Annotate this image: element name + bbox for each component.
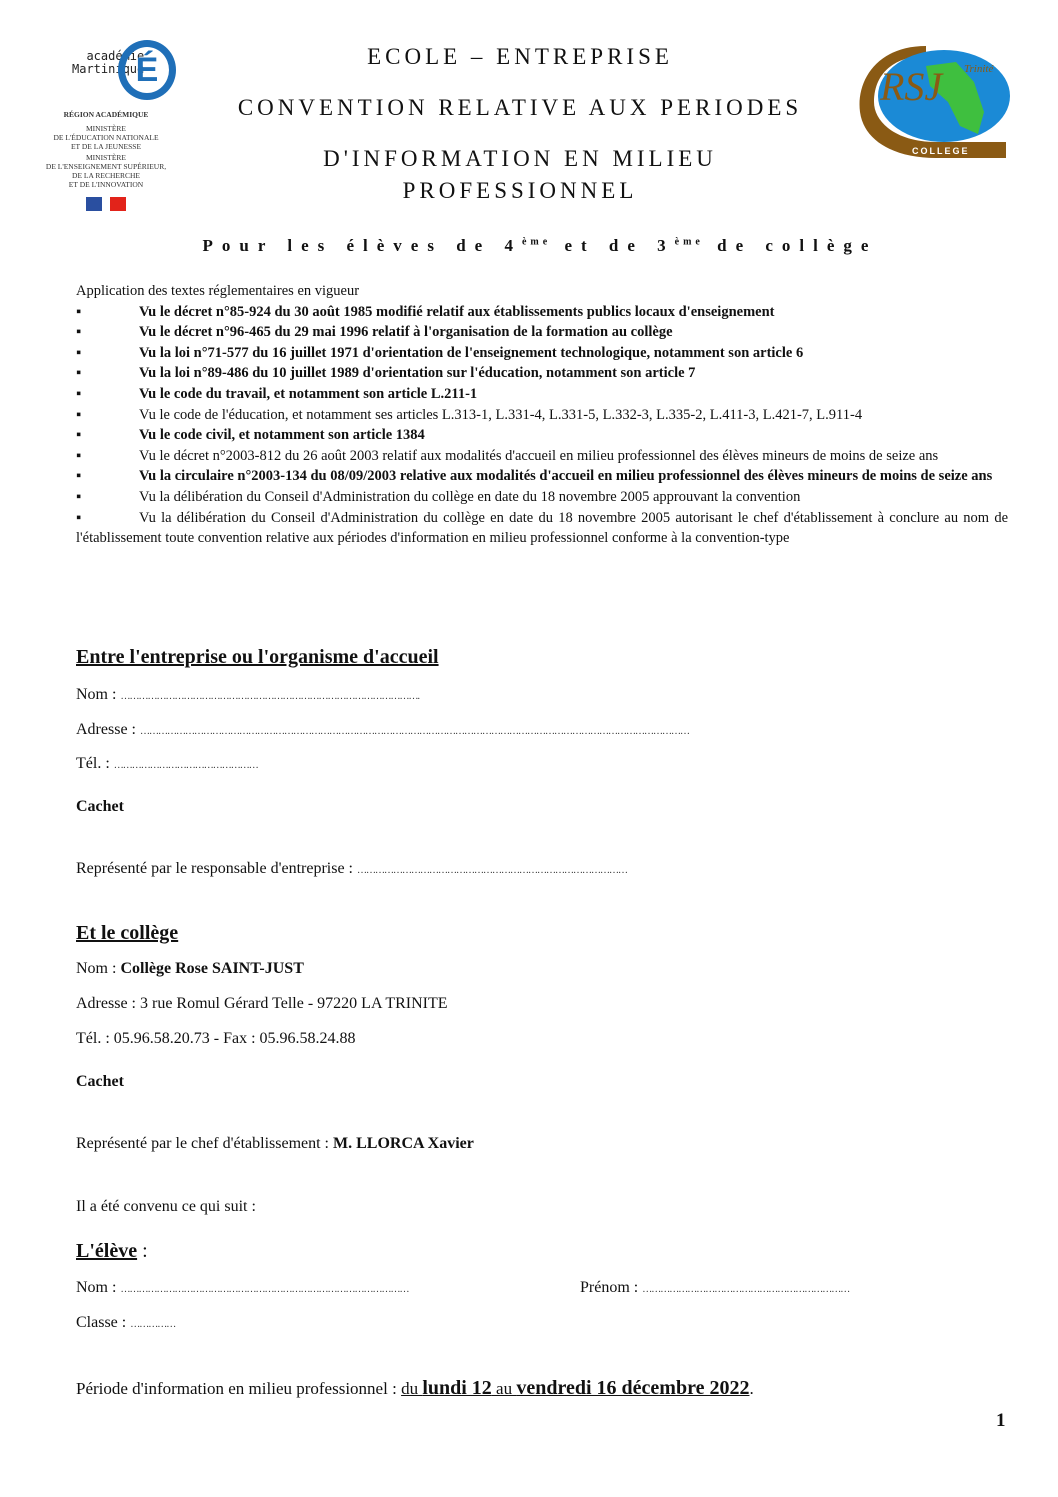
logo-text: ET DE L'INNOVATION bbox=[68, 180, 144, 189]
reference-text: Vu la loi n°89-486 du 10 juillet 1989 d'orientation sur l'éducation, notamment son article 7 bbox=[139, 365, 696, 382]
reference-text: Vu la loi n°71-577 du 16 juillet 1971 d'orientation de l'enseignement technologique, notamment son article 6 bbox=[139, 344, 804, 361]
field-label: Représenté par le responsable d'entreprise : bbox=[76, 860, 357, 877]
periode-dates bbox=[401, 1379, 749, 1398]
bullet-icon: ▪ bbox=[76, 447, 82, 464]
text: . bbox=[749, 1379, 754, 1398]
page-number: 1 bbox=[996, 1410, 1006, 1431]
entreprise-representant-field[interactable] bbox=[76, 860, 627, 878]
section-entreprise-heading: Entre l'entreprise ou l'organisme d'accueil bbox=[76, 646, 439, 668]
logo-text: DE L'ÉDUCATION NATIONALE bbox=[53, 133, 159, 142]
academie-logo bbox=[36, 38, 176, 218]
bullet-icon: ▪ bbox=[76, 365, 82, 382]
field-label: Tél. : bbox=[76, 755, 114, 772]
college-name: Collège Rose SAINT-JUST bbox=[120, 960, 304, 977]
dotted-line: …………… bbox=[130, 1319, 176, 1330]
legal-reference-item bbox=[76, 384, 1008, 405]
reference-text: Vu la délibération du Conseil d'Administration du collège en date du 18 novembre 2005 approuvant la convention bbox=[139, 488, 801, 505]
reference-text: Vu le code de l'éducation, et notamment ses articles L.313-1, L.331-4, L.331-5, L.332-3, L.335-2, L.411-3, L.421-7, L.911-4 bbox=[139, 406, 863, 423]
legal-reference-item bbox=[76, 466, 1008, 487]
text: au bbox=[491, 1379, 517, 1398]
title-line-2: CONVENTION RELATIVE AUX PERIODES bbox=[237, 95, 803, 120]
start-date: lundi 12 bbox=[422, 1377, 492, 1399]
logo-text: MINISTÈRE bbox=[86, 124, 126, 133]
logo-text: ET DE LA JEUNESSE bbox=[70, 142, 142, 151]
reference-text: Vu le décret n°2003-812 du 26 août 2003 relatif aux modalités d'accueil en milieu professionnel des élèves mineurs de moins de seize ans bbox=[139, 447, 939, 464]
bullet-icon: ▪ bbox=[76, 324, 82, 341]
reference-text: Vu la circulaire n°2003-134 du 08/09/2003 relative aux modalités d'accueil en milieu professionnel des élèves mineurs de moins de seize ans bbox=[139, 468, 993, 485]
periode-label: Période d'information en milieu professionnel : bbox=[76, 1379, 402, 1398]
subtitle bbox=[180, 236, 900, 256]
title-line-1: ECOLE – ENTREPRISE bbox=[367, 44, 673, 69]
field-label: Nom : bbox=[76, 960, 121, 977]
section-eleve-heading bbox=[76, 1240, 148, 1263]
logo-text: Trinité bbox=[964, 63, 994, 75]
subtitle-text: Pour les élèves de 4 bbox=[202, 236, 522, 255]
dotted-line: ………………………………………… bbox=[113, 760, 258, 771]
dotted-line: ……………………………………………………………………………… bbox=[357, 865, 627, 876]
dotted-line: ………………………………………………………………………………………………………………………………………………………………… bbox=[139, 726, 689, 737]
title-line-3: D'INFORMATION EN MILIEU bbox=[323, 146, 717, 171]
section-college-heading: Et le collège bbox=[76, 922, 179, 944]
eleve-nom-field[interactable] bbox=[76, 1279, 408, 1297]
entreprise-tel-field[interactable] bbox=[76, 755, 258, 773]
legal-references bbox=[76, 281, 1008, 549]
bullet-icon: ▪ bbox=[76, 468, 82, 485]
reference-text: Vu la délibération du Conseil d'Administration du collège en date du 18 novembre 2005 autorisant le chef d'établissement à conclure au nom de l'établissement toute convention relative aux périodes d'information en milieu professionnel conforme à la convention-type bbox=[76, 509, 1008, 547]
dotted-line: …………………………………………………………………………………… bbox=[120, 1284, 409, 1295]
entreprise-cachet-label: Cachet bbox=[76, 798, 124, 815]
logo-text: académie bbox=[86, 49, 145, 63]
dotted-line: ………………………………………………………………………………………. bbox=[120, 691, 419, 702]
bullet-icon: ▪ bbox=[76, 344, 82, 361]
field-label: Classe : bbox=[76, 1314, 131, 1331]
college-adresse: Adresse : 3 rue Romul Gérard Telle - 97220 LA TRINITE bbox=[76, 995, 448, 1012]
convenu-text: Il a été convenu ce qui suit : bbox=[76, 1198, 256, 1215]
principal-name: M. LLORCA Xavier bbox=[333, 1135, 474, 1152]
eleve-classe-field[interactable] bbox=[76, 1314, 175, 1332]
field-label: Prénom : bbox=[580, 1279, 643, 1296]
college-nom bbox=[76, 960, 304, 978]
field-label: Nom : bbox=[76, 686, 121, 703]
title-line-4: PROFESSIONNEL bbox=[402, 178, 638, 203]
subtitle-text: de collège bbox=[703, 236, 878, 255]
bullet-icon: ▪ bbox=[76, 385, 82, 402]
reference-text: Vu le décret n°96-465 du 29 mai 1996 relatif à l'organisation de la formation au collège bbox=[139, 324, 673, 341]
french-flag-icon bbox=[86, 197, 126, 211]
entreprise-adresse-field[interactable] bbox=[76, 721, 689, 739]
legal-reference-item bbox=[76, 343, 1008, 364]
logo-region: RÉGION ACADÉMIQUE bbox=[63, 110, 149, 119]
intro-heading: Application des textes réglementaires en vigueur bbox=[76, 283, 360, 299]
colon: : bbox=[137, 1240, 148, 1262]
legal-reference-item bbox=[76, 425, 1008, 446]
bullet-icon: ▪ bbox=[76, 509, 82, 526]
field-label: Nom : bbox=[76, 1279, 121, 1296]
legal-reference-item bbox=[76, 508, 1008, 549]
logo-text: Martinique bbox=[72, 62, 145, 76]
subtitle-text: et de 3 bbox=[551, 236, 675, 255]
field-label: Adresse : bbox=[76, 721, 140, 738]
legal-reference-item bbox=[76, 302, 1008, 323]
end-date: vendredi 16 décembre 2022 bbox=[516, 1377, 750, 1399]
legal-reference-item bbox=[76, 446, 1008, 467]
legal-reference-item bbox=[76, 487, 1008, 508]
college-logo bbox=[856, 42, 1014, 160]
dotted-line: …………………………………………………………… bbox=[642, 1284, 850, 1295]
eleve-heading: L'élève bbox=[76, 1240, 138, 1262]
text: du bbox=[401, 1379, 423, 1398]
logo-text: DE L'ENSEIGNEMENT SUPÉRIEUR, bbox=[45, 162, 167, 171]
superscript: ème bbox=[521, 236, 552, 248]
logo-monogram: RSJ bbox=[880, 64, 943, 109]
bullet-icon: ▪ bbox=[76, 427, 82, 444]
logo-text: DE LA RECHERCHE bbox=[72, 171, 140, 180]
legal-reference-item bbox=[76, 322, 1008, 343]
legal-reference-item bbox=[76, 363, 1008, 384]
periode-line bbox=[76, 1377, 754, 1400]
entreprise-nom-field[interactable] bbox=[76, 686, 419, 704]
bullet-icon: ▪ bbox=[76, 488, 82, 505]
bullet-icon: ▪ bbox=[76, 406, 82, 423]
logo-text: MINISTÈRE bbox=[86, 153, 126, 162]
college-representant bbox=[76, 1135, 474, 1153]
college-cachet-label: Cachet bbox=[76, 1073, 124, 1090]
reference-text: Vu le décret n°85-924 du 30 août 1985 modifié relatif aux établissements publics locaux d'enseignement bbox=[139, 303, 775, 320]
college-tel: Tél. : 05.96.58.20.73 - Fax : 05.96.58.24.88 bbox=[76, 1030, 356, 1047]
eleve-prenom-field[interactable] bbox=[580, 1279, 849, 1297]
e-logo-icon: É bbox=[118, 40, 176, 100]
reference-text: Vu le code civil, et notamment son article 1384 bbox=[139, 427, 425, 444]
superscript: ème bbox=[674, 236, 704, 248]
reference-text: Vu le code du travail, et notamment son article L.211-1 bbox=[139, 385, 478, 402]
bullet-icon: ▪ bbox=[76, 303, 82, 320]
field-label: Représenté par le chef d'établissement : bbox=[76, 1135, 333, 1152]
legal-reference-item bbox=[76, 405, 1008, 426]
logo-text: COLLEGE bbox=[912, 146, 970, 156]
